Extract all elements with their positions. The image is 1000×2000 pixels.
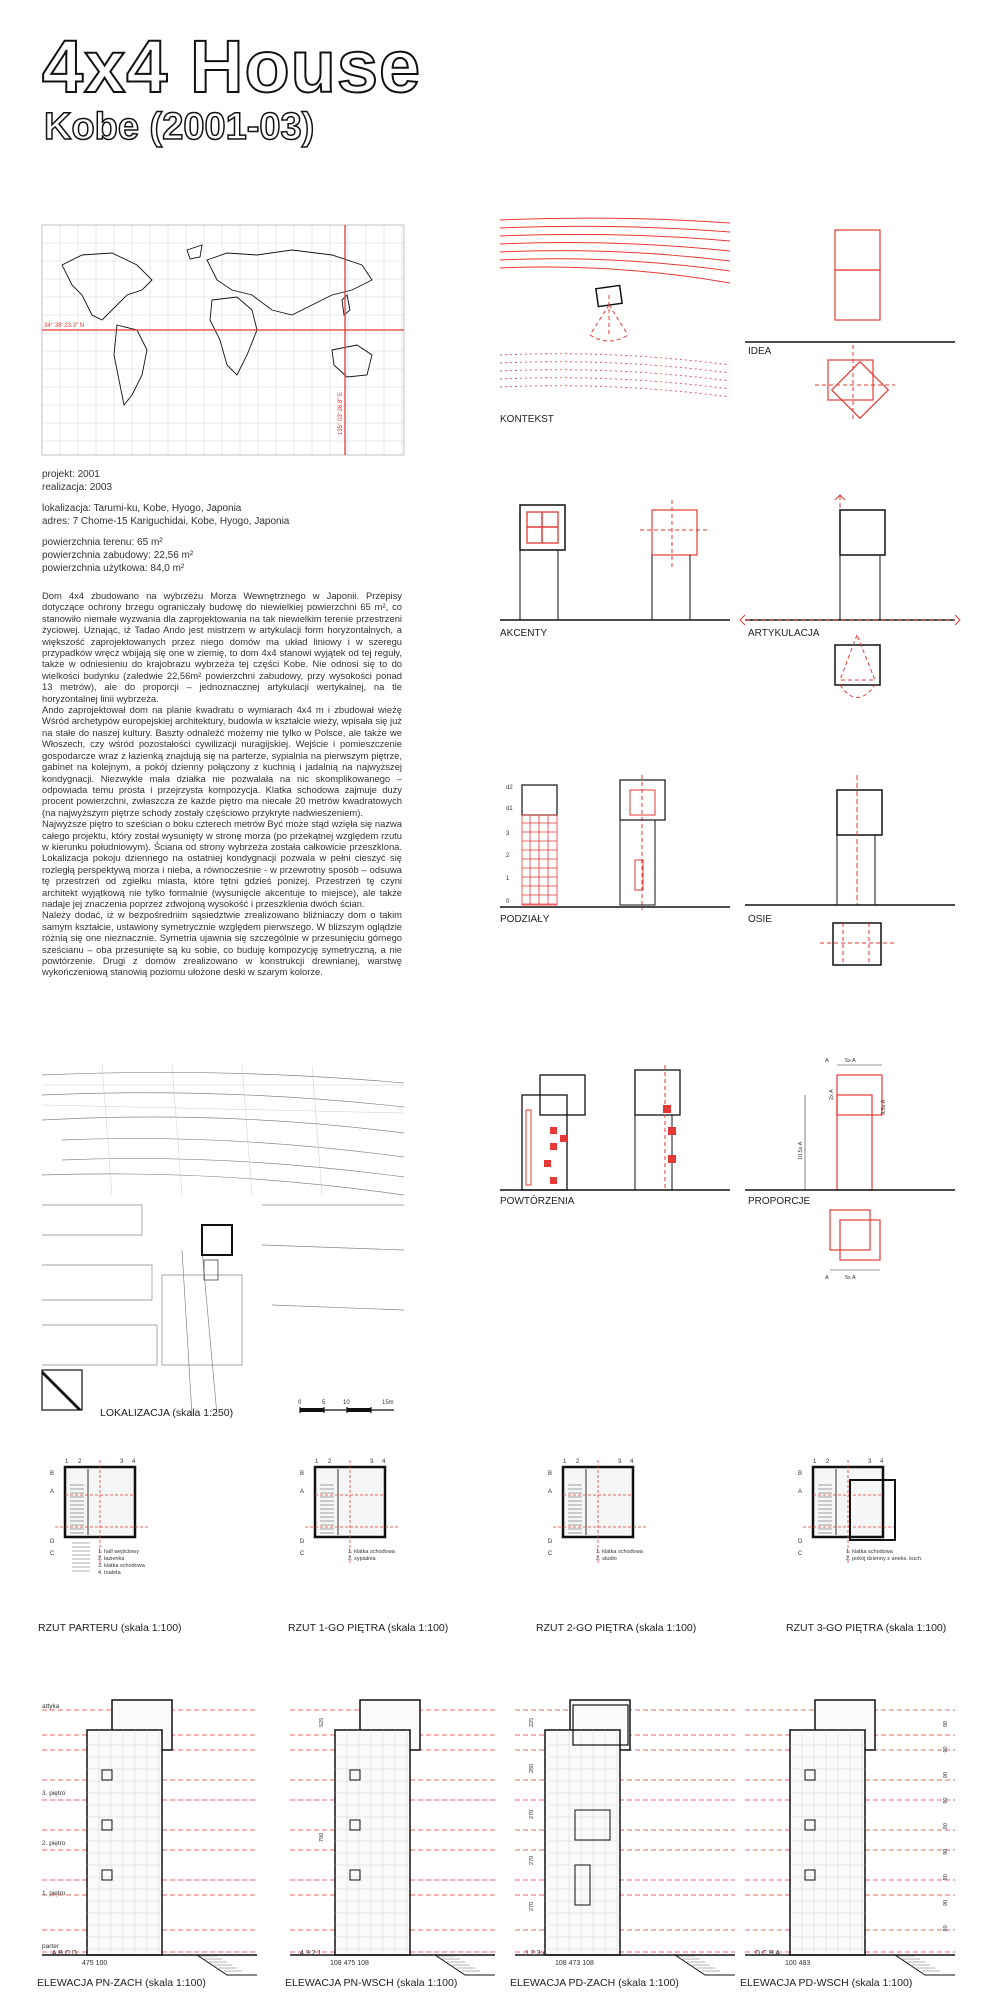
grid-axis-label: B [798, 1471, 803, 1477]
grid-axis-label: 2 [826, 1459, 830, 1465]
info-realizacja: realizacja: 2003 [42, 482, 113, 493]
level-label: 2. piętro [42, 1840, 66, 1847]
diagram-proporcje [745, 1055, 955, 1285]
description-text [42, 590, 402, 978]
diagram-powtorzenia [500, 1065, 730, 1195]
elevation-axes: 1 2 3 4 [525, 1950, 547, 1957]
info-projekt: projekt: 2001 [42, 469, 100, 480]
proporcje-mark: 5x A [845, 1058, 856, 1064]
grid-axis-label: 3 [618, 1459, 622, 1465]
info-uzytkowa: powierzchnia użytkowa: 84,0 m² [42, 563, 185, 574]
vertical-dimension: 525 [319, 1717, 325, 1727]
caption-lokalizacja: LOKALIZACJA (skala 1:250) [100, 1407, 234, 1419]
grid-axis-label: 4 [382, 1459, 386, 1465]
caption-elevation: ELEWACJA PN-WSCH (skala 1:100) [285, 1977, 458, 1989]
elevation-1 [42, 1690, 257, 1980]
vertical-dimension: 270 [529, 1855, 535, 1865]
plan-legend-item: 4. toaleta [98, 1570, 121, 1576]
grid-axis-label: A [300, 1489, 305, 1495]
vertical-dimension: 260 [529, 1763, 535, 1773]
grid-axis-label: 1 [563, 1459, 567, 1465]
paragraph: Najwyższe piętro to sześcian o boku czterech metrów Być może stąd wzięła się nazwa całego projektu, który został wysunięty w stronę morza (po przekątnej względem rzutu w kierunku południowym). Ściana od strony wybrzeża została całkowicie przeszklona. Lokalizacja pokoju dziennego na ostatniej kondygnacji pozwala w pełni cieszyć się rozległą perspektywą morza i nieba, a równocześnie - w przewrotny sposób – odsuwa tę przestrzeń od zgiełku miasta, które tętni gdzieś poniżej. Przestrzeń tę czyni architekt wyjątkową nie tylko formalnie (wysunięcie akcentuje to miejsce), ale także nadaje jej znaczenia poprzez zdwojoną wysokość i przeszklenia dwóch ścian. [42, 818, 402, 909]
floor-plan-2 [300, 1455, 450, 1625]
grid-axis-label: A [548, 1489, 553, 1495]
vertical-dimension: 90 [943, 1720, 949, 1727]
grid-axis-label: 1 [315, 1459, 319, 1465]
paragraph: Ando zaprojektował dom na planie kwadratu o wymiarach 4x4 m i zbudował wieżę Wśród archetypów europejskiej architektury, budowla w kształcie wieży, wpisała się już na stałe do naszej kultury. Baszty odnaleźć możemy nie tylko w Polsce, ale także we Włoszech, czy wśród pozostałości cywilizacji nuragijskiej. Wejście i pomieszczenie gospodarcze wraz z łazienką znajdują się na parterze, sypialnia na pierwszym piętrze, gabinet na kolejnym, a pokój dzienny połączony z kuchnią i jadalnią na najwyższej kondygnacji. Niezwykle mała działka nie pozwalała na nic skomplikowanego – odpowiada temu prosta i przejrzysta kompozycja. Klatka schodowa zajmuje duży procent powierzchni, zwłaszcza że każde piętro ma niecałe 20 metrów kwadratowych (na najwyższym piętrze schody zostały częściowo przykryte nadwieszeniem). [42, 704, 402, 818]
elevation-2 [290, 1690, 495, 1980]
vertical-dimension: 90 [943, 1823, 949, 1830]
vertical-dimension: 270 [529, 1901, 535, 1911]
map-lon-label: 135° 03' 26.8" E [338, 391, 344, 435]
elevation-3 [515, 1690, 735, 1980]
elevation-axes: D C B A [755, 1950, 780, 1957]
plan-legend-item: 2. sypialnia [348, 1556, 376, 1562]
diagram-artykulacja [745, 495, 955, 725]
plan-legend-item: 2. studio [596, 1556, 617, 1562]
podzialy-mark: 1 [506, 876, 510, 882]
plan-legend-item: 1. hall wejściowy [98, 1549, 139, 1555]
elevation-4 [745, 1690, 955, 1980]
grid-axis-label: 4 [880, 1459, 884, 1465]
elevation-axes: 4 3 2 1 [300, 1950, 322, 1957]
level-label: parter [42, 1943, 59, 1950]
level-label: attyka [42, 1703, 60, 1710]
podzialy-mark: d1 [506, 806, 513, 812]
level-label: 3. piętro [42, 1790, 66, 1797]
vertical-dimension: 790 [319, 1832, 325, 1842]
paragraph: Dom 4x4 zbudowano na wybrzeżu Morza Wewnętrznego w Japonii. Przepisy dotyczące ochrony brzegu ograniczały budowę do niewielkiej powierzchni 65 m², co stanowiło niemałe wyzwania dla zaprojektowania na tak niewielkim terenie przestrzeni życiowej. Uznając, iż Tadao Ando jest mistrzem w artykulacji form horyzontalnych, a większość zaprojektowanych przez niego domów ma układ liniowy i w szeregu przypadków wręcz wbijają się one w ziemię, to dom 4x4 stanowi wyjątek od tej reguły, także w odniesieniu do krajobrazu wybrzeża tej części Kobe. Nie odnosi się to do wielkości budynku (zaledwie 22,56m² powierzchni zabudowy, przy wysokości ponad 13 metrów), ale do proporcji – jednoznacznej artykulacji wertykalnej, na tle horyzontalnej linii wybrzeża. [42, 590, 402, 704]
vertical-dimension: 90 [943, 1848, 949, 1855]
grid-axis-label: 1 [65, 1459, 69, 1465]
caption-elevation: ELEWACJA PD-ZACH (skala 1:100) [510, 1977, 679, 1989]
label-idea: IDEA [748, 346, 772, 357]
grid-axis-label: C [300, 1551, 305, 1557]
vertical-dimension: 90 [943, 1925, 949, 1932]
grid-axis-label: 3 [370, 1459, 374, 1465]
site-plan [42, 1065, 404, 1425]
world-map [42, 225, 404, 455]
caption-plan: RZUT 2-GO PIĘTRA (skala 1:100) [536, 1622, 697, 1634]
diagram-podzialy [500, 775, 730, 915]
vertical-dimension: 90 [943, 1874, 949, 1881]
grid-axis-label: 1 [813, 1459, 817, 1465]
page-title: 4x4 House [42, 25, 422, 108]
grid-axis-label: A [798, 1489, 803, 1495]
vertical-dimension: 225 [529, 1717, 535, 1727]
grid-axis-label: 2 [78, 1459, 82, 1465]
diagram-osie [745, 775, 955, 975]
floor-plan-3 [548, 1455, 698, 1625]
label-akcenty: AKCENTY [500, 628, 548, 639]
diagram-idea [745, 220, 955, 420]
proporcje-mark: 3,5x A [881, 1099, 887, 1115]
label-proporcje: PROPORCJE [748, 1196, 811, 1207]
vertical-dimension: 90 [943, 1797, 949, 1804]
proporcje-mark: A [825, 1058, 829, 1064]
podzialy-mark: 0 [506, 899, 510, 905]
grid-axis-label: B [548, 1471, 553, 1477]
plan-legend-item: 2. łazienka [98, 1556, 125, 1562]
podzialy-mark: d2 [506, 785, 513, 791]
vertical-dimension: 90 [943, 1899, 949, 1906]
grid-axis-label: C [548, 1551, 553, 1557]
info-teren: powierzchnia terenu: 65 m² [42, 537, 163, 548]
vertical-dimension: 270 [529, 1809, 535, 1819]
diagram-kontekst [500, 215, 730, 415]
caption-elevation: ELEWACJA PN-ZACH (skala 1:100) [37, 1977, 206, 1989]
vertical-dimension: 90 [943, 1771, 949, 1779]
repeat-square [544, 1160, 551, 1167]
elevation-axes: A B C D [52, 1950, 77, 1957]
grid-axis-label: 4 [630, 1459, 634, 1465]
plan-legend-item: 2. pokój dzienny z aneks. kuch. [846, 1556, 923, 1562]
map-lat-label: 34° 38' 23.3" N [44, 323, 85, 329]
scale-label: 0 [298, 1400, 302, 1406]
grid-axis-label: 2 [576, 1459, 580, 1465]
plan-legend-item: 1. klatka schodowa [348, 1549, 395, 1555]
diagram-akcenty [500, 500, 730, 625]
elevation-dimensions: 108 473 108 [555, 1960, 594, 1967]
label-podzialy: PODZIAŁY [500, 914, 550, 925]
grid-axis-label: C [798, 1551, 803, 1557]
scale-label: 15m [382, 1400, 394, 1406]
grid-axis-label: D [798, 1539, 803, 1545]
vertical-dimension: 90 [943, 1746, 949, 1753]
caption-elevation: ELEWACJA PD-WSCH (skala 1:100) [740, 1977, 913, 1989]
elevation-dimensions: 100 483 [785, 1960, 811, 1967]
info-lokalizacja: lokalizacja: Tarumi-ku, Kobe, Hyogo, Japonia [42, 503, 242, 514]
paragraph: Należy dodać, iż w bezpośrednim sąsiedztwie zrealizowano bliźniaczy dom o takim samym kształcie, ustawiony symetrycznie względem pierwszego. W bliższym oglądzie różnią się one nieznacznie. Symetria ujawnia się szczególnie w przesunięciu górnego sześcianu – oba przesunięte są ku sobie, co buduję kompozycję symetryczną, a nie powtórzenie. Drugi z domów zrealizowano w konstrukcji drewnianej, warstwę wykończeniową stanowią poziomu ułożone deski w szarym kolorze. [42, 909, 402, 978]
info-adres: adres: 7 Chome-15 Kariguchidai, Kobe, Hyogo, Japonia [42, 516, 290, 527]
label-powtorzenia: POWTÓRZENIA [500, 1196, 575, 1207]
repeat-square [560, 1135, 567, 1142]
floor-plan-1 [50, 1455, 200, 1625]
proporcje-mark: 5x A [845, 1275, 856, 1281]
grid-axis-label: B [300, 1471, 305, 1477]
page-subtitle: Kobe (2001-03) [44, 106, 315, 148]
grid-axis-label: 3 [868, 1459, 872, 1465]
plan-legend-item: 1. klatka schodowa [596, 1549, 643, 1555]
grid-axis-label: 4 [132, 1459, 136, 1465]
plan-legend-item: 1. klatka schodowa [846, 1549, 893, 1555]
proporcje-mark: 10,5x A [798, 1141, 804, 1160]
elevation-dimensions: 108 475 108 [330, 1960, 369, 1967]
grid-axis-label: D [50, 1539, 55, 1545]
label-kontekst: KONTEKST [500, 414, 554, 425]
proporcje-mark: A [825, 1275, 829, 1281]
repeat-square [550, 1143, 557, 1150]
repeat-square [550, 1177, 557, 1184]
grid-axis-label: 2 [328, 1459, 332, 1465]
floor-plan-4 [798, 1455, 948, 1625]
label-artykulacja: ARTYKULACJA [748, 628, 820, 639]
caption-plan: RZUT PARTERU (skala 1:100) [38, 1622, 182, 1634]
elevation-dimensions: 475 100 [82, 1960, 108, 1967]
caption-plan: RZUT 1-GO PIĘTRA (skala 1:100) [288, 1622, 449, 1634]
proporcje-mark: 2x A [829, 1089, 835, 1100]
grid-axis-label: D [548, 1539, 553, 1545]
podzialy-mark: 2 [506, 853, 510, 859]
grid-axis-label: 3 [120, 1459, 124, 1465]
plan-legend-item: 3. klatka schodowa [98, 1563, 145, 1569]
grid-axis-label: B [50, 1471, 55, 1477]
caption-plan: RZUT 3-GO PIĘTRA (skala 1:100) [786, 1622, 947, 1634]
grid-axis-label: C [50, 1551, 55, 1557]
label-osie: OSIE [748, 914, 772, 925]
info-zabudowa: powierzchnia zabudowy: 22,56 m² [42, 550, 194, 561]
repeat-square [550, 1127, 557, 1134]
podzialy-mark: 3 [506, 831, 510, 837]
grid-axis-label: A [50, 1489, 55, 1495]
level-label: 1. piętro [42, 1890, 66, 1897]
scale-label: 10 [343, 1400, 350, 1406]
scale-label: 5 [322, 1400, 326, 1406]
grid-axis-label: D [300, 1539, 305, 1545]
